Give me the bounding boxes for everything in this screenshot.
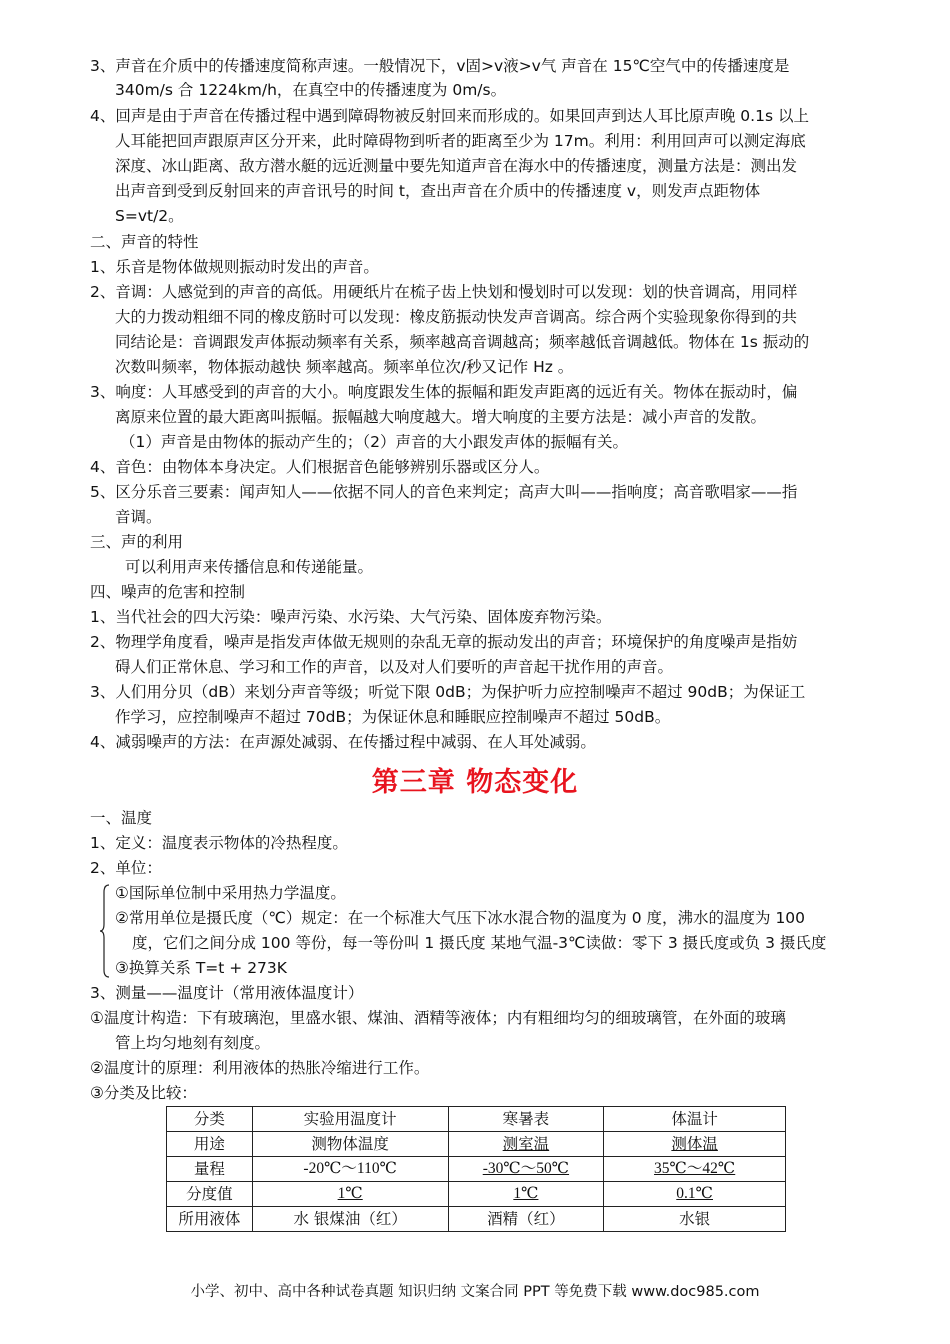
table-header-row	[167, 1107, 786, 1132]
table-cell: -20℃～110℃	[252, 1157, 448, 1182]
paragraph-line: ②温度计的原理：利用液体的热胀冷缩进行工作。	[90, 1059, 430, 1077]
section-heading: 一、温度	[90, 809, 153, 827]
paragraph-line: 同结论是：音调跟发声体振动频率有关系，频率越高音调越高；频率越低音调越低。物体在 1s 振动的	[115, 333, 810, 351]
paragraph-line: 2、音调：人感觉到的声音的高低。用硬纸片在梳子齿上快划和慢划时可以发现：划的快音调高，用同样	[90, 283, 798, 301]
paragraph-line: S=vt/2。	[115, 207, 184, 225]
paragraph-line: ③分类及比较：	[90, 1084, 197, 1102]
paragraph-line: 3、人们用分贝（dB）来划分声音等级；听觉下限 0dB；为保护听力应控制噪声不超过 90dB；为保证工	[90, 683, 806, 701]
section-heading: 三、声的利用	[90, 533, 184, 551]
paragraph-line: 1、乐音是物体做规则振动时发出的声音。	[90, 258, 379, 276]
table-row	[167, 1132, 786, 1157]
table-header-cell: 寒暑表	[448, 1107, 604, 1132]
table-cell: 分度值	[167, 1182, 253, 1207]
paragraph-line: 4、回声是由于声音在传播过程中遇到障碍物被反射回来而形成的。如果回声到达人耳比原声晚 0.1s 以上	[90, 107, 809, 125]
paragraph-line: 3、声音在介质中的传播速度简称声速。一般情况下，v固>v液>v气 声音在 15℃空气中的传播速度是	[90, 57, 790, 75]
paragraph-line: 可以利用声来传播信息和传递能量。	[125, 558, 374, 576]
paragraph-line: 管上均匀地刻有刻度。	[115, 1034, 271, 1052]
footer-text: 小学、初中、高中各种试卷真题 知识归纳 文案合同 PPT 等免费下载 www.doc985.com	[190, 1284, 760, 1300]
table-cell: 0.1℃	[604, 1182, 786, 1207]
paragraph-line: 人耳能把回声跟原声区分开来，此时障碍物到听者的距离至少为 17m。利用：利用回声可以测定海底	[115, 132, 806, 150]
paragraph-line: 3、测量——温度计（常用液体温度计）	[90, 984, 364, 1002]
paragraph-line: 音调。	[115, 508, 162, 526]
thermometer-comparison-table	[166, 1106, 786, 1232]
paragraph-line: 2、物理学角度看，噪声是指发声体做无规则的杂乱无章的振动发出的声音；环境保护的角度噪声是指妨	[90, 633, 798, 651]
table-cell: 水 银煤油（红）	[252, 1207, 448, 1232]
table-cell: -30℃～50℃	[448, 1157, 604, 1182]
section-heading: 二、声音的特性	[90, 233, 199, 251]
table-cell: 量程	[167, 1157, 253, 1182]
table-row	[167, 1157, 786, 1182]
section-heading: 四、噪声的危害和控制	[90, 583, 246, 601]
table-header-cell: 分类	[167, 1107, 253, 1132]
table-header-cell: 实验用温度计	[252, 1107, 448, 1132]
paragraph-line: 340m/s 合 1224km/h，在真空中的传播速度为 0m/s。	[115, 81, 507, 99]
paragraph-line: 碍人们正常休息、学习和工作的声音，以及对人们要听的声音起干扰作用的声音。	[115, 658, 674, 676]
paragraph-line: 2、单位：	[90, 859, 162, 877]
paragraph-line: 出声音到受到反射回来的声音讯号的时间 t，查出声音在介质中的传播速度 v，则发声点距物体	[115, 182, 761, 200]
table-cell: 35℃～42℃	[604, 1157, 786, 1182]
table-header-cell: 体温计	[604, 1107, 786, 1132]
paragraph-line: 4、减弱噪声的方法：在声源处减弱、在传播过程中减弱、在人耳处减弱。	[90, 733, 596, 751]
paragraph-line: 3、响度：人耳感受到的声音的大小。响度跟发生体的振幅和距发声距离的远近有关。物体在振动时，偏	[90, 383, 798, 401]
paragraph-line: 1、定义：温度表示物体的冷热程度。	[90, 834, 348, 852]
paragraph-line: 大的力拨动粗细不同的橡皮筋时可以发现：橡皮筋振动快发声音调高。综合两个实验现象你得到的共	[115, 308, 798, 326]
table-row	[167, 1182, 786, 1207]
table-cell: 测室温	[448, 1132, 604, 1157]
paragraph-line: 1、当代社会的四大污染：噪声污染、水污染、大气污染、固体废弃物污染。	[90, 608, 612, 626]
table-row	[167, 1207, 786, 1232]
paragraph-line: ③换算关系 T=t + 273K	[115, 959, 287, 977]
paragraph-line: ②常用单位是摄氏度（℃）规定：在一个标准大气压下冰水混合物的温度为 0 度，沸水的温度为 100	[115, 909, 806, 927]
paragraph-line: 度，它们之间分成 100 等份，每一等份叫 1 摄氏度 某地气温-3℃读做：零下 3 摄氏度或负 3 摄氏度	[132, 934, 827, 952]
table-cell: 测物体温度	[252, 1132, 448, 1157]
curly-brace	[100, 884, 110, 978]
paragraph-line: ①温度计构造：下有玻璃泡，里盛水银、煤油、酒精等液体；内有粗细均匀的细玻璃管，在外面的玻璃	[90, 1009, 786, 1027]
table-cell: 测体温	[604, 1132, 786, 1157]
paragraph-line: ①国际单位制中采用热力学温度。	[115, 884, 346, 902]
table-cell: 酒精（红）	[448, 1207, 604, 1232]
paragraph-line: 离原来位置的最大距离叫振幅。振幅越大响度越大。增大响度的主要方法是：减小声音的发散。	[115, 408, 767, 426]
paragraph-line: 深度、冰山距离、敌方潜水艇的远近测量中要先知道声音在海水中的传播速度，测量方法是：测出发	[115, 157, 798, 175]
paragraph-line: 次数叫频率，物体振动越快 频率越高。频率单位次/秒又记作 Hz 。	[115, 358, 574, 376]
chapter-title: 第三章 物态变化	[371, 767, 579, 798]
table-cell: 1℃	[252, 1182, 448, 1207]
table-cell: 1℃	[448, 1182, 604, 1207]
table-cell: 水银	[604, 1207, 786, 1232]
paragraph-line: 作学习，应控制噪声不超过 70dB；为保证休息和睡眠应控制噪声不超过 50dB。	[115, 708, 671, 726]
table-cell: 所用液体	[167, 1207, 253, 1232]
paragraph-line: 5、区分乐音三要素：闻声知人——依据不同人的音色来判定；高声大叫——指响度；高音歌唱家——指	[90, 483, 798, 501]
paragraph-line: 4、音色：由物体本身决定。人们根据音色能够辨别乐器或区分人。	[90, 458, 550, 476]
paragraph-line: （1）声音是由物体的振动产生的；（2）声音的大小跟发声体的振幅有关。	[120, 433, 628, 451]
table-cell: 用途	[167, 1132, 253, 1157]
